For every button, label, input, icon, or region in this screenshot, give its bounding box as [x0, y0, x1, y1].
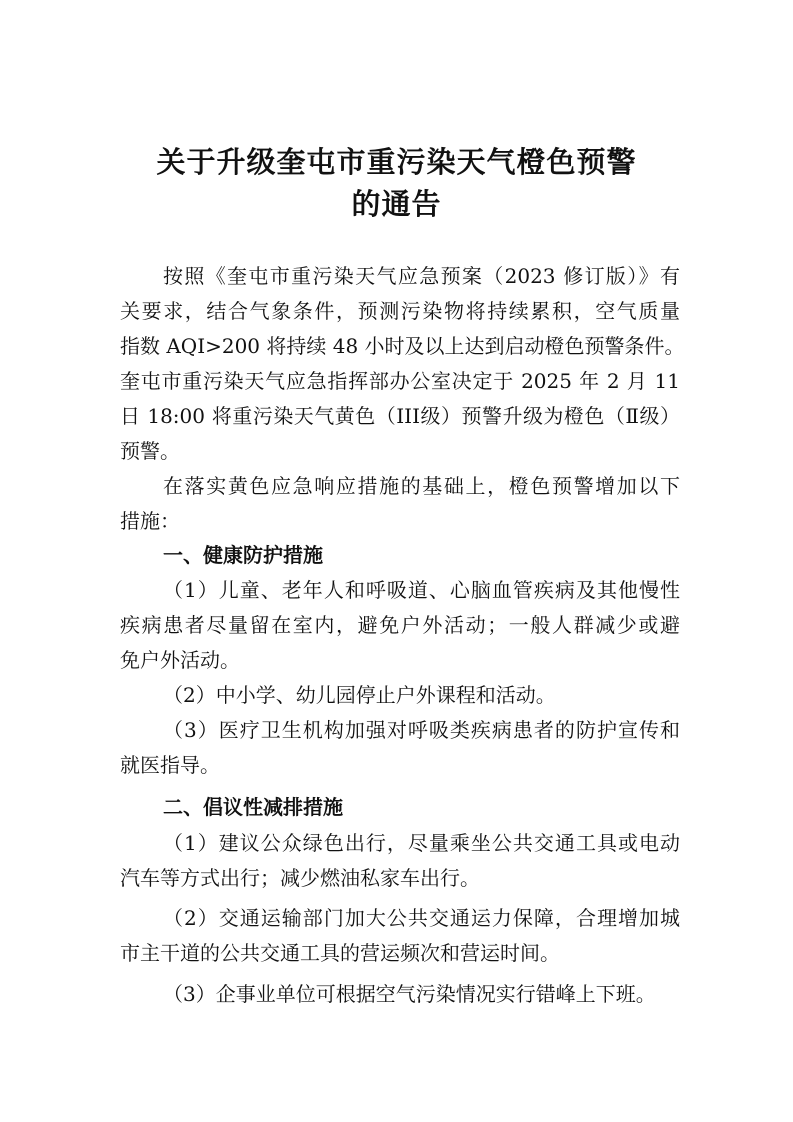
section-2-item-1-line: （1）建议公众绿色出行，尽量乘坐公共交通工具或电动: [163, 831, 680, 855]
section-2-item-1-line: 汽车等方式出行；减少燃油私家车出行。: [120, 866, 480, 890]
section-1-item-1-line: 免户外活动。: [120, 648, 240, 672]
section-2-heading: 二、倡议性减排措施: [163, 795, 343, 819]
section-2-item-2-line: （2）交通运输部门加大公共交通运力保障，合理增加城: [163, 906, 680, 930]
paragraph-1-line: 日 18:00 将重污染天气黄色（III级）预警升级为橙色（Ⅱ级）: [120, 404, 680, 428]
paragraph-1-line: 按照《奎屯市重污染天气应急预案（2023 修订版）》有: [163, 264, 680, 288]
section-1-item-1-line: 疾病患者尽量留在室内，避免户外活动；一般人群减少或避: [120, 613, 680, 637]
section-1-item-3-line: （3）医疗卫生机构加强对呼吸类疾病患者的防护宣传和: [163, 718, 680, 742]
document-title-line-2: 的通告: [351, 187, 442, 221]
paragraph-1-line: 关要求，结合气象条件，预测污染物将持续累积，空气质量: [120, 299, 680, 323]
paragraph-2-line: 在落实黄色应急响应措施的基础上，橙色预警增加以下: [163, 474, 680, 498]
section-2-item-3-line: （3）企事业单位可根据空气污染情况实行错峰上下班。: [163, 982, 656, 1006]
document-title-line-1: 关于升级奎屯市重污染天气橙色预警: [156, 145, 637, 179]
section-1-heading: 一、健康防护措施: [163, 543, 323, 567]
paragraph-2-line: 措施：: [120, 509, 180, 533]
paragraph-1-line: 预警。: [120, 439, 180, 463]
section-1-item-2-line: （2）中小学、幼儿园停止户外课程和活动。: [163, 683, 556, 707]
section-1-item-3-line: 就医指导。: [120, 753, 220, 777]
paragraph-1-line: 奎屯市重污染天气应急指挥部办公室决定于 2025 年 2 月 11: [120, 369, 680, 393]
section-1-item-1-line: （1）儿童、老年人和呼吸道、心脑血管疾病及其他慢性: [163, 578, 680, 602]
section-2-item-2-line: 市主干道的公共交通工具的营运频次和营运时间。: [120, 941, 560, 965]
paragraph-1-line: 指数 AQI>200 将持续 48 小时及以上达到启动橙色预警条件。: [120, 334, 685, 358]
